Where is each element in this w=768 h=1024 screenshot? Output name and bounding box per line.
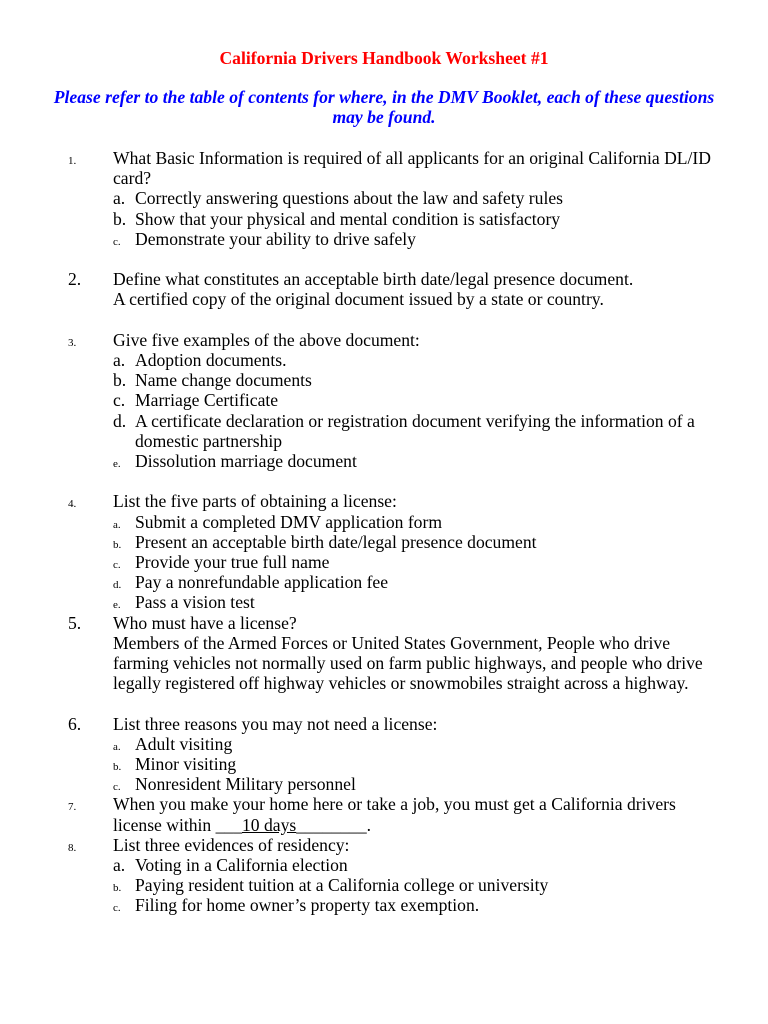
option-letter: c. <box>113 235 121 248</box>
question-number: 4. <box>68 498 77 511</box>
option-text: Submit a completed DMV application form <box>135 511 443 532</box>
answer-option <box>0 411 720 451</box>
option-text: Filing for home owner’s property tax exemption. <box>135 895 480 916</box>
option-text: Demonstrate your ability to drive safely <box>135 228 416 249</box>
option-text: Pay a nonrefundable application fee <box>135 572 389 593</box>
question-1 <box>0 148 768 249</box>
option-letter: e. <box>113 599 121 612</box>
option-letter: c. <box>113 559 121 572</box>
answer-blank-trail: ________ <box>296 814 367 835</box>
question-number: 2. <box>68 269 82 290</box>
question-number: 5. <box>68 612 82 633</box>
answer-text: 10 days <box>242 814 297 835</box>
answer-option <box>0 370 720 390</box>
worksheet-instructions: Please refer to the table of contents for where, in the DMV Booklet, each of these questions may be found. <box>53 87 715 128</box>
answer-option <box>0 895 720 915</box>
question-text: List three evidences of residency: <box>113 834 350 855</box>
question-list <box>0 148 768 916</box>
answer-blank-lead: ___ <box>215 814 242 835</box>
answer-option <box>0 229 720 249</box>
option-text: Marriage Certificate <box>135 390 279 411</box>
question-row <box>0 794 720 834</box>
question-6 <box>0 714 768 795</box>
option-letter: a. <box>113 740 121 753</box>
answer-option <box>0 592 720 612</box>
question-body <box>113 794 720 834</box>
option-letter: d. <box>113 579 122 592</box>
option-letter: c. <box>113 781 121 794</box>
option-letter: d. <box>113 410 127 431</box>
question-row <box>0 714 720 734</box>
option-letter: c. <box>113 902 121 915</box>
answer-option <box>0 209 720 229</box>
question-number: 3. <box>68 336 77 349</box>
option-letter: b. <box>113 538 122 551</box>
question-number: 8. <box>68 841 77 854</box>
question-text: What Basic Information is required of all applicants for an original California DL/ID card? <box>113 148 711 189</box>
option-letter: b. <box>113 208 127 229</box>
question-row <box>0 491 720 511</box>
question-body <box>113 613 720 694</box>
answer-option <box>0 512 720 532</box>
question-number: 1. <box>68 155 77 167</box>
answer-option <box>0 875 720 895</box>
option-text: Voting in a California election <box>135 855 348 876</box>
option-text: Present an acceptable birth date/legal presence document <box>135 531 537 552</box>
answer-option <box>0 532 720 552</box>
question-number: 6. <box>68 713 82 734</box>
question-text: List three reasons you may not need a license: <box>113 713 438 734</box>
answer-option <box>0 774 720 794</box>
question-7 <box>0 794 768 834</box>
option-text: Minor visiting <box>135 754 237 775</box>
answer-option <box>0 390 720 410</box>
option-letter: b. <box>113 370 127 391</box>
option-text: Show that your physical and mental condition is satisfactory <box>135 208 561 229</box>
answer-option <box>0 350 720 370</box>
option-text: Correctly answering questions about the law and safety rules <box>135 188 563 209</box>
question-8 <box>0 835 768 916</box>
option-letter: e. <box>113 458 121 471</box>
answer-option <box>0 855 720 875</box>
option-letter: a. <box>113 188 126 209</box>
answer-option <box>0 572 720 592</box>
answer-text: Members of the Armed Forces or United States Government, People who drive farming vehicles not normally used on farm public highways, and people who drive legally registered off highway vehicles or snowmobiles straight across a highway. <box>113 632 703 694</box>
question-body <box>113 269 720 309</box>
question-4 <box>0 491 768 612</box>
question-text-end: . <box>366 814 372 835</box>
option-letter: a. <box>113 855 126 876</box>
question-2 <box>0 269 768 309</box>
answer-option <box>0 754 720 774</box>
question-number: 7. <box>68 801 77 814</box>
option-text: A certificate declaration or registration document verifying the information of a domestic partnership <box>135 410 695 451</box>
question-text: Define what constitutes an acceptable birth date/legal presence document. <box>113 269 634 290</box>
question-text: List the five parts of obtaining a license: <box>113 491 397 512</box>
answer-text: A certified copy of the original document issued by a state or country. <box>113 289 604 310</box>
answer-option <box>0 451 720 471</box>
question-text: Give five examples of the above document: <box>113 329 420 350</box>
option-text: Adoption documents. <box>135 350 287 370</box>
option-letter: a. <box>113 350 126 370</box>
question-row <box>0 835 720 855</box>
question-text: Who must have a license? <box>113 612 297 633</box>
option-text: Name change documents <box>135 370 312 391</box>
question-row <box>0 613 720 694</box>
option-letter: b. <box>113 761 122 774</box>
answer-option <box>0 552 720 572</box>
question-3 <box>0 330 768 471</box>
option-text: Paying resident tuition at a California college or university <box>135 875 549 896</box>
question-5 <box>0 613 768 694</box>
worksheet-title: California Drivers Handbook Worksheet #1 <box>219 48 549 68</box>
question-row <box>0 330 720 350</box>
option-letter: a. <box>113 518 121 531</box>
option-letter: c. <box>113 390 126 411</box>
answer-option <box>0 188 720 208</box>
option-text: Dissolution marriage document <box>135 451 357 472</box>
option-letter: b. <box>113 882 122 895</box>
question-text: When you make your home here or take a job, you must get a California drivers license within <box>113 794 676 835</box>
question-row <box>0 148 720 188</box>
option-text: Provide your true full name <box>135 552 330 573</box>
option-text: Nonresident Military personnel <box>135 774 356 795</box>
question-row <box>0 269 720 309</box>
option-text: Adult visiting <box>135 733 233 754</box>
option-text: Pass a vision test <box>135 592 255 613</box>
answer-option <box>0 734 720 754</box>
